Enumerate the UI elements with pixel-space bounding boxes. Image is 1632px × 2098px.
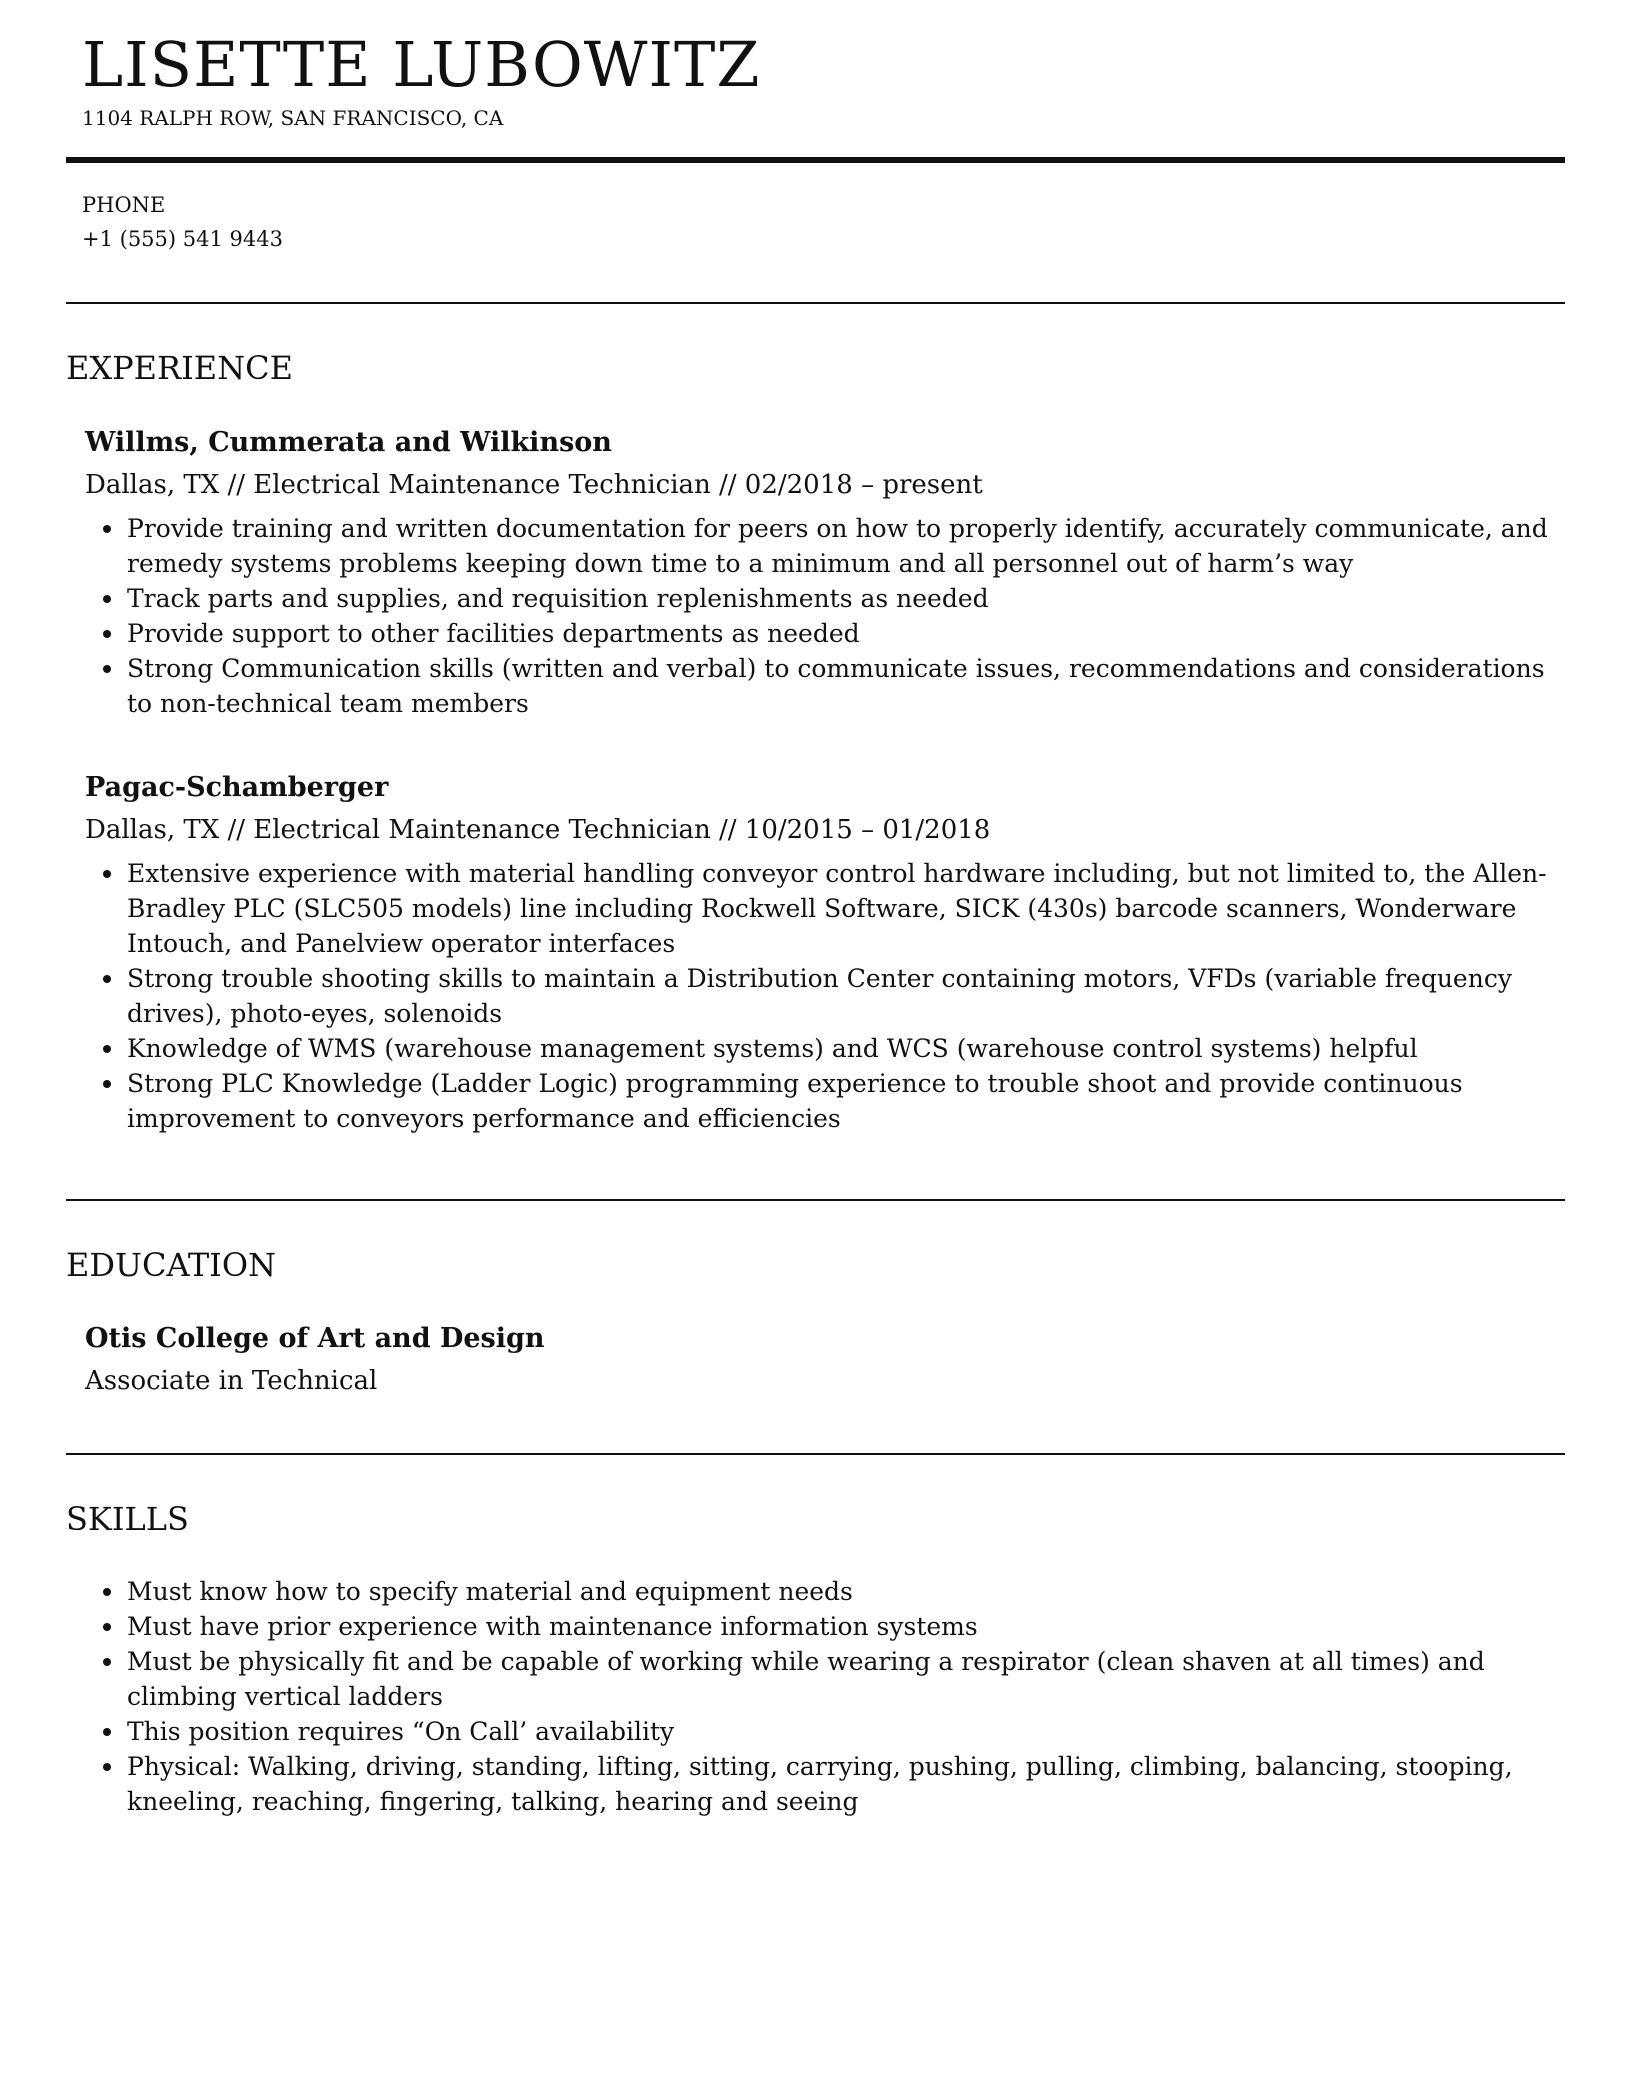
skills-heading: SKILLS	[66, 1500, 189, 1538]
section-divider	[66, 1199, 1565, 1201]
education-heading: EDUCATION	[66, 1246, 277, 1284]
skill-item: Must be physically fit and be capable of working while wearing a respirator (clean shaven at all times) and climbing vertical ladders	[127, 1644, 1572, 1714]
candidate-name: LISETTE LUBOWITZ	[82, 28, 761, 101]
school-name: Otis College of Art and Design	[85, 1323, 545, 1354]
skill-item: Must have prior experience with maintenance information systems	[127, 1609, 1572, 1644]
job-duty-item: Provide support to other facilities departments as needed	[127, 616, 1572, 651]
job-company: Willms, Cummerata and Wilkinson	[85, 427, 612, 458]
section-divider	[66, 302, 1565, 304]
skill-item: This position requires “On Call’ availability	[127, 1714, 1572, 1749]
job-duty-item: Strong PLC Knowledge (Ladder Logic) programming experience to trouble shoot and provide continuous improvement to conveyors performance and efficiencies	[127, 1066, 1572, 1136]
job-duty-item: Extensive experience with material handling conveyor control hardware including, but not limited to, the Allen-Bradley PLC (SLC505 models) line including Rockwell Software, SICK (430s) barcode scanners, Wonderware Intouch, and Panelview operator interfaces	[127, 856, 1572, 961]
skill-item: Physical: Walking, driving, standing, lifting, sitting, carrying, pushing, pulling, climbing, balancing, stooping, kneeling, reaching, fingering, talking, hearing and seeing	[127, 1749, 1572, 1819]
job-company: Pagac-Schamberger	[85, 772, 389, 803]
phone-number: +1 (555) 541 9443	[82, 227, 283, 251]
job-duties-list	[127, 856, 1572, 1136]
job-details: Dallas, TX // Electrical Maintenance Technician // 10/2015 – 01/2018	[85, 815, 991, 845]
skill-item: Must know how to specify material and equipment needs	[127, 1574, 1572, 1609]
job-duties-list	[127, 511, 1572, 721]
header-divider	[66, 157, 1565, 163]
job-duty-item: Provide training and written documentation for peers on how to properly identify, accurately communicate, and remedy systems problems keeping down time to a minimum and all personnel out of harm’s way	[127, 511, 1572, 581]
degree: Associate in Technical	[85, 1366, 378, 1396]
candidate-address: 1104 RALPH ROW, SAN FRANCISCO, CA	[82, 106, 504, 130]
phone-label: PHONE	[82, 193, 166, 217]
skills-list	[127, 1574, 1572, 1819]
job-duty-item: Track parts and supplies, and requisition replenishments as needed	[127, 581, 1572, 616]
job-duty-item: Strong trouble shooting skills to maintain a Distribution Center containing motors, VFDs (variable frequency drives), photo-eyes, solenoids	[127, 961, 1572, 1031]
section-divider	[66, 1453, 1565, 1455]
job-details: Dallas, TX // Electrical Maintenance Technician // 02/2018 – present	[85, 470, 983, 500]
job-duty-item: Strong Communication skills (written and verbal) to communicate issues, recommendations and considerations to non-technical team members	[127, 651, 1572, 721]
job-duty-item: Knowledge of WMS (warehouse management systems) and WCS (warehouse control systems) helpful	[127, 1031, 1572, 1066]
experience-heading: EXPERIENCE	[66, 349, 293, 387]
